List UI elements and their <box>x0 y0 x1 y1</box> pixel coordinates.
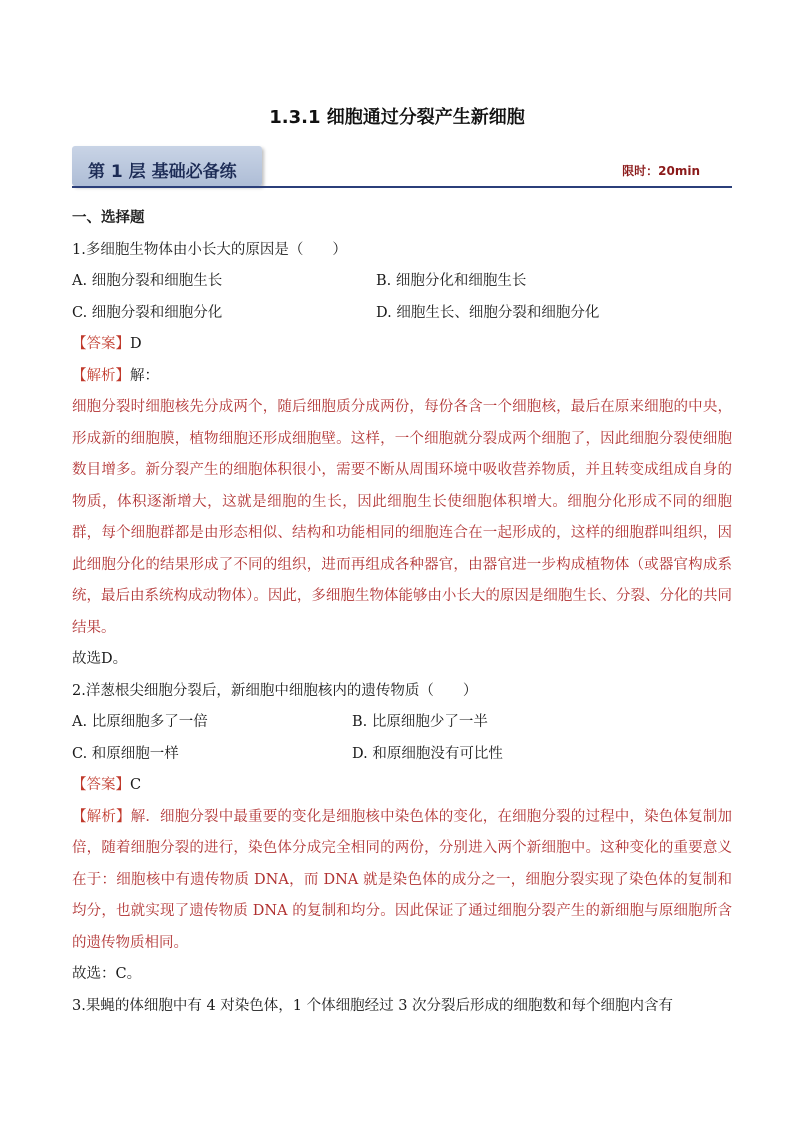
header-divider <box>72 186 732 188</box>
section-banner-title: 第 1 层 基础必备练 <box>88 162 237 182</box>
option-d: D. 和原细胞没有可比性 <box>352 745 503 762</box>
option-row <box>72 739 732 771</box>
option-a: A. 细胞分裂和细胞生长 <box>72 273 223 289</box>
answer-tag: 【答案】 <box>72 336 130 352</box>
option-b: B. 细胞分化和细胞生长 <box>376 273 527 289</box>
option-row <box>72 707 732 739</box>
section-heading: 一、选择题 <box>72 210 145 226</box>
section-banner <box>72 146 262 186</box>
analysis-header <box>72 361 732 393</box>
analysis-body: 解．细胞分裂中最重要的变化是细胞核中染色体的变化，在细胞分裂的过程中，染色体复制加倍，随着细胞分裂的进行，染色体分成完全相同的两份，分别进入两个新细胞中。这种变化的重要意义在于：细胞核中有遗传物质 DNA，而 DNA 就是染色体的成分之一，细胞分裂实现了染色体的复制和均分，也就实现了遗传物质 DNA 的复制和均分。因此保证了通过细胞分裂产生的新细胞与原细胞所含的遗传物质相同。 <box>72 808 733 951</box>
option-a: A. 比原细胞多了一倍 <box>72 714 208 730</box>
answer-value: D <box>130 336 142 352</box>
conclusion-line: 故选D。 <box>72 651 128 667</box>
time-limit-label: 限时：20min <box>622 164 700 178</box>
analysis-intro: 解： <box>130 367 159 384</box>
option-c: C. 细胞分裂和细胞分化 <box>72 304 223 321</box>
analysis-tag: 【解析】 <box>72 808 131 825</box>
answer-line <box>72 770 732 802</box>
option-row <box>72 298 732 330</box>
answer-tag: 【答案】 <box>72 777 130 793</box>
conclusion-line: 故选：C。 <box>72 966 142 982</box>
option-d: D. 细胞生长、细胞分裂和细胞分化 <box>376 304 600 321</box>
question-stem: 3.果蝇的体细胞中有 4 对染色体，1 个体细胞经过 3 次分裂后形成的细胞数和每个细胞内含有 <box>72 997 674 1014</box>
document-body <box>72 203 732 1022</box>
answer-value: C <box>130 777 142 793</box>
question-stem: 1.多细胞生物体由小长大的原因是（ ） <box>72 241 347 258</box>
option-row <box>72 266 732 298</box>
document-title: 1.3.1 细胞通过分裂产生新细胞 <box>269 107 525 128</box>
analysis-text <box>72 802 732 960</box>
analysis-text: 细胞分裂时细胞核先分成两个，随后细胞质分成两份，每份各含一个细胞核，最后在原来细胞的中央，形成新的细胞膜，植物细胞还形成细胞壁。这样，一个细胞就分裂成两个细胞了，因此细胞分裂使细胞数目增多。新分裂产生的细胞体积很小，需要不断从周围环境中吸收营养物质，并且转变成组成自身的物质，体积逐渐增大，这就是细胞的生长，因此细胞生长使细胞体积增大。细胞分化形成不同的细胞群，每个细胞群都是由形态相似、结构和功能相同的细胞连合在一起形成的，这样的细胞群叫组织，因此细胞分化的结果形成了不同的组织，进而再组成各种器官，由器官进一步构成植物体（或器官构成系统，最后由系统构成动物体）。因此，多细胞生物体能够由小长大的原因是细胞生长、分裂、分化的共同结果。 <box>72 399 732 636</box>
option-b: B. 比原细胞少了一半 <box>352 714 488 730</box>
option-c: C. 和原细胞一样 <box>72 745 179 762</box>
answer-line <box>72 329 732 361</box>
analysis-tag: 【解析】 <box>72 367 130 384</box>
question-stem: 2.洋葱根尖细胞分裂后，新细胞中细胞核内的遗传物质（ ） <box>72 682 478 699</box>
